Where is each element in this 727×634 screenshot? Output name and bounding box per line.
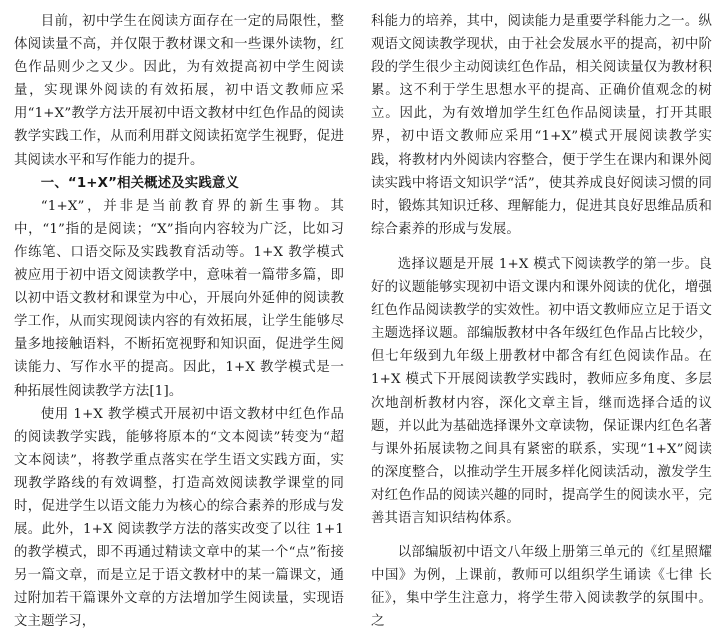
continued-paragraph: 科能力的培养，其中，阅读能力是重要学科能力之一。纵观语文阅读教学现状，由于社会发展水平的提高，初中阶段的学生很少主动阅读红色作品，相关阅读量仅为教材积累。这不利于学生思想水平的提高、正确价值观念的树立。因此，为有效增加学生红色作品阅读量，打开其眼界，初中语文教师应采用“1+X”模式开展阅读教学实践，将教材内外阅读内容整合，便于学生在课内和课外阅读实践中将语文知识学“活”，使其养成良好阅读习惯的同时，锻炼其知识迁移、理解能力，促进其良好思维品质和综合素养的形成与发展。: [371, 14, 712, 237]
paragraph-spacer: [371, 530, 712, 541]
paragraph-spacer: [371, 241, 712, 253]
section-heading: 一、“1+X”相关概述及实践意义: [40, 175, 239, 191]
example-paragraph: 以部编版初中语文八年级上册第三单元的《红星照耀中国》为例，上课前，教师可以组织学生诵读《七律 长征》，集中学生注意力，将学生带入阅读教学的氛围中。之: [371, 545, 712, 630]
significance-paragraph: 使用 1+X 教学模式开展初中语文教材中红色作品的阅读教学实践，能够将原本的“文本阅读”转变为“超文本阅读”，将教学重点落实在学生语文实践方面，实现教学路线的有效调整，打造高效阅读教学课堂的同时，促进学生以语文能力为核心的综合素养的形成与发展。此外，1+X 阅读教学方法的落实改变了以往 1+1 的教学模式，即不再通过精读文章中的某一个“点”衔接另一篇文章，而是立足于语文教材中的某一篇课文，通过附加若干篇课外文章的方法增加学生阅读量，实现语文主题学习，: [14, 406, 344, 630]
topic-selection-paragraph: 选择议题是开展 1+X 模式下阅读教学的第一步。良好的议题能够实现初中语文课内和课外阅读的优化，增强红色作品阅读教学的实效性。初中语文教师应立足于语文主题选择议题。部编版教材中各年级红色作品占比较少，但七年级到九年级上册教材中都含有红色阅读作品。在 1+X 模式下开展阅读教学实践时，教师应多角度、多层次地剖析教材内容，深化文章主旨，继而选择合适的议题，并以此为基础选择课外文章读物，保证课内红色名著与课外拓展读物之间具有紧密的联系，实现“1+X”阅读的深度整合，以推动学生开展多样化阅读活动，激发学生对红色作品的阅读兴趣的同时，提高学生的阅读水平，完善其语言知识结构体系。: [371, 256, 712, 526]
overview-paragraph: “1+X”，并非是当前教育界的新生事物。其中，“1”指的是阅读；“X”指向内容较为广泛，比如习作练笔、口语交际及实践教育活动等。1+X 教学模式被应用于初中语文阅读教学中，意味着一篇带多篇，即以初中语文教材和课堂为中心，开展向外延伸的阅读教学工作，从而实现阅读内容的有效拓展，让学生能够尽量多地接触语料，不断拓宽视野和知识面，促进学生阅读能力、写作水平的提高。因此，1+X 教学模式是一种拓展性阅读教学方法[1]。: [14, 198, 344, 399]
right-column: [371, 10, 712, 633]
intro-paragraph: 目前，初中学生在阅读方面存在一定的局限性，整体阅读量不高，并仅限于教材课文和一些课外读物，红色作品则少之又少。因此，为有效提高初中学生阅读量，实现课外阅读的有效拓展，初中语文教师应采用“1+X”教学方法开展初中语文教材中红色作品的阅读教学实践工作，从而利用群文阅读拓宽学生视野，促进其阅读水平和写作能力的提升。: [14, 14, 344, 168]
left-column: [14, 10, 344, 634]
